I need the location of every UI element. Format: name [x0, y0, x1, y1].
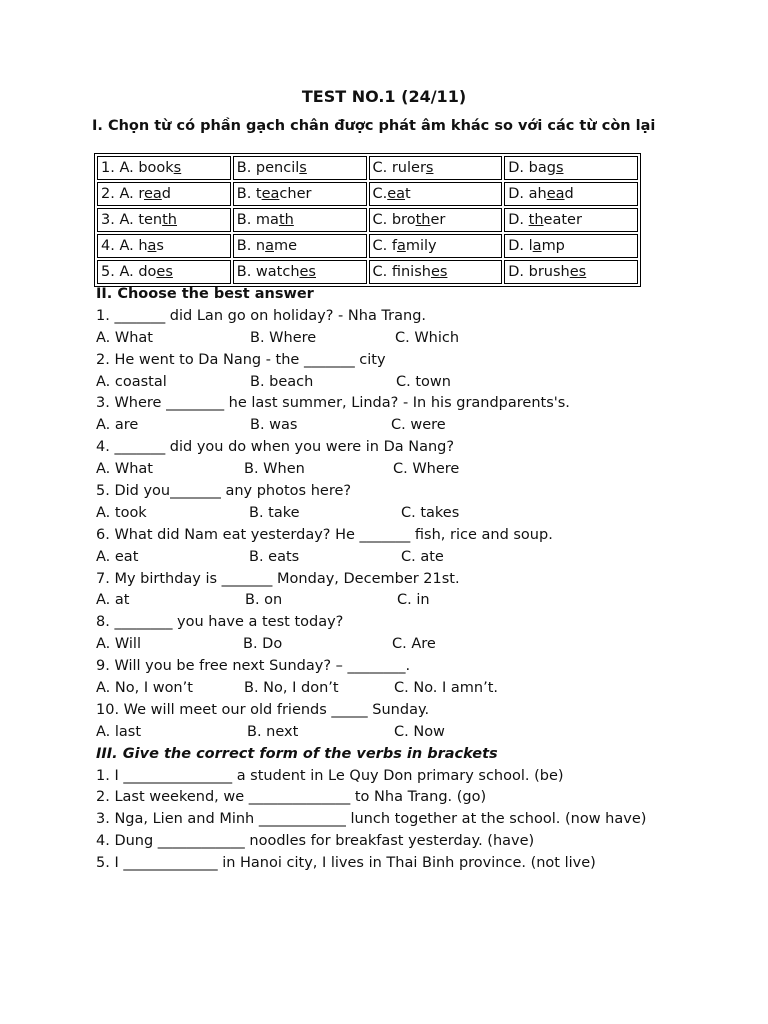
underlined-part: es	[156, 264, 173, 280]
answer-option-a: A. last	[96, 723, 142, 740]
answer-option-a: A. What	[96, 461, 153, 478]
word-cell	[233, 234, 367, 258]
word-suffix: t	[405, 186, 411, 202]
answer-option-b: B. No, I don’t	[244, 680, 339, 697]
verb-exercise-item: 3. Nga, Lien and Minh ____________ lunch together at the school. (now have)	[96, 811, 647, 828]
answer-options	[96, 503, 672, 525]
word-cell	[97, 260, 231, 284]
word-prefix: B. watch	[236, 264, 300, 280]
answer-options	[96, 678, 672, 700]
word-prefix: 3. A. ten	[101, 212, 163, 228]
word-cell	[504, 156, 638, 180]
underlined-part: s	[425, 160, 434, 176]
word-cell	[97, 234, 231, 258]
answer-options	[96, 634, 672, 656]
word-prefix: 4. A. h	[101, 238, 148, 254]
answer-options	[96, 547, 672, 569]
answer-option-b: B. Where	[250, 329, 317, 346]
answer-option-c: C. Which	[395, 329, 460, 346]
answer-option-c: C. No. I amn’t.	[394, 680, 499, 697]
section-2-heading: II. Choose the best answer	[96, 286, 314, 302]
word-cell	[369, 182, 503, 206]
answer-options	[96, 590, 672, 612]
answer-option-b: B. was	[250, 417, 298, 434]
underlined-part: ea	[387, 186, 406, 202]
word-prefix: C. f	[372, 238, 397, 254]
word-suffix: cher	[279, 186, 312, 202]
word-cell	[97, 208, 231, 232]
word-prefix: 1. A. book	[101, 160, 174, 176]
word-cell	[369, 260, 503, 284]
answer-option-c: C. were	[391, 417, 446, 434]
verb-exercise-item: 2. Last weekend, we ______________ to Nha Trang. (go)	[96, 789, 487, 806]
answer-option-b: B. Do	[243, 636, 283, 653]
underlined-part: ea	[143, 186, 162, 202]
word-suffix: s	[156, 238, 164, 254]
word-prefix: B. t	[236, 186, 262, 202]
answer-option-b: B. next	[247, 723, 299, 740]
verb-exercise-item: 4. Dung ____________ noodles for breakfast yesterday. (have)	[96, 833, 535, 850]
word-cell	[97, 182, 231, 206]
word-cell	[504, 208, 638, 232]
question-text: 9. Will you be free next Sunday? – ________.	[96, 658, 411, 675]
word-cell	[369, 156, 503, 180]
word-suffix: me	[274, 238, 298, 254]
answer-option-b: B. beach	[250, 373, 314, 390]
answer-option-a: A. are	[96, 417, 139, 434]
underlined-part: s	[173, 160, 182, 176]
word-prefix: D. ah	[508, 186, 547, 202]
word-suffix: mily	[405, 238, 437, 254]
underlined-part: es	[569, 264, 587, 280]
word-suffix: d	[564, 186, 574, 202]
word-prefix: D. brush	[508, 264, 570, 280]
underlined-part: a	[147, 238, 157, 254]
word-cell	[233, 156, 367, 180]
word-cell	[504, 234, 638, 258]
answer-option-a: A. at	[96, 592, 130, 609]
question-text: 8. ________ you have a test today?	[96, 614, 344, 631]
underlined-part: a	[396, 238, 406, 254]
question-text: 7. My birthday is _______ Monday, December 21st.	[96, 570, 460, 587]
word-cell	[369, 208, 503, 232]
word-suffix: d	[161, 186, 172, 202]
answer-option-c: C. Where	[393, 461, 460, 478]
answer-option-a: A. coastal	[96, 373, 167, 390]
word-cell	[233, 260, 367, 284]
question-text: 1. _______ did Lan go on holiday? - Nha Trang.	[96, 307, 427, 324]
answer-option-b: B. eats	[249, 548, 300, 565]
answer-option-c: C. town	[396, 373, 451, 390]
underlined-part: es	[299, 264, 316, 280]
word-cell	[504, 260, 638, 284]
answer-option-b: B. When	[244, 461, 305, 478]
question-text: 4. _______ did you do when you were in Da Nang?	[96, 439, 455, 456]
answer-option-c: C. in	[397, 592, 430, 609]
word-suffix: mp	[541, 238, 565, 254]
word-prefix: C. finish	[372, 264, 431, 280]
answer-options	[96, 722, 672, 744]
answer-option-c: C. Are	[392, 636, 436, 653]
word-suffix: eater	[543, 212, 582, 228]
question-text: 10. We will meet our old friends _____ Sunday.	[96, 701, 430, 718]
answer-option-c: C. takes	[401, 504, 460, 521]
word-prefix: 5. A. do	[101, 264, 157, 280]
word-prefix: D. bag	[508, 160, 556, 176]
answer-options	[96, 415, 672, 437]
underlined-part: ea	[261, 186, 280, 202]
answer-option-a: A. eat	[96, 548, 139, 565]
table-row	[97, 234, 638, 258]
table-row	[97, 208, 638, 232]
word-prefix: B. pencil	[236, 160, 300, 176]
table-row	[97, 260, 638, 284]
question-text: 2. He went to Da Nang - the _______ city	[96, 351, 386, 368]
underlined-part: s	[299, 160, 307, 176]
word-prefix: B. n	[236, 238, 266, 254]
underlined-part: es	[430, 264, 448, 280]
underlined-part: th	[278, 212, 294, 228]
word-cell	[97, 156, 231, 180]
underlined-part: ea	[546, 186, 565, 202]
answer-option-c: C. Now	[394, 723, 445, 740]
word-prefix: C.	[372, 186, 388, 202]
answer-option-a: A. What	[96, 329, 153, 346]
answer-option-a: A. No, I won’t	[96, 680, 193, 697]
pronunciation-table	[94, 153, 641, 287]
verb-exercise-item: 1. I _______________ a student in Le Quy Don primary school. (be)	[96, 767, 564, 784]
page-title: TEST NO.1 (24/11)	[301, 87, 467, 106]
underlined-part: a	[265, 238, 274, 254]
table-row	[97, 182, 638, 206]
word-prefix: D. l	[508, 238, 533, 254]
word-cell	[233, 208, 367, 232]
word-cell	[233, 182, 367, 206]
table-row	[97, 156, 638, 180]
underlined-part: a	[532, 238, 542, 254]
word-prefix: B. ma	[236, 212, 279, 228]
word-prefix: C. bro	[372, 212, 416, 228]
question-text: 5. Did you_______ any photos here?	[96, 483, 352, 500]
answer-option-a: A. Will	[96, 636, 141, 653]
word-suffix: er	[430, 212, 446, 228]
underlined-part: th	[415, 212, 431, 228]
word-prefix: D.	[508, 212, 529, 228]
underlined-part: th	[528, 212, 544, 228]
answer-options	[96, 328, 672, 350]
verb-exercise-item: 5. I _____________ in Hanoi city, I lives in Thai Binh province. (not live)	[96, 855, 596, 872]
word-cell	[369, 234, 503, 258]
answer-option-c: C. ate	[401, 548, 444, 565]
section-3-heading: III. Give the correct form of the verbs in brackets	[96, 745, 498, 762]
question-text: 6. What did Nam eat yesterday? He _______ fish, rice and soup.	[96, 526, 553, 543]
word-cell	[504, 182, 638, 206]
answer-options	[96, 459, 672, 481]
question-text: 3. Where ________ he last summer, Linda? - In his grandparents's.	[96, 395, 570, 412]
answer-option-b: B. take	[249, 504, 300, 521]
answer-options	[96, 372, 672, 394]
exercise-content	[96, 284, 672, 875]
word-prefix: C. ruler	[372, 160, 426, 176]
word-prefix: 2. A. r	[101, 186, 144, 202]
section-1-heading: I. Chọn từ có phần gạch chân được phát âm khác so với các từ còn lại	[92, 118, 656, 134]
answer-option-b: B. on	[245, 592, 283, 609]
answer-option-a: A. took	[96, 504, 147, 521]
underlined-part: th	[162, 212, 178, 228]
underlined-part: s	[555, 160, 564, 176]
